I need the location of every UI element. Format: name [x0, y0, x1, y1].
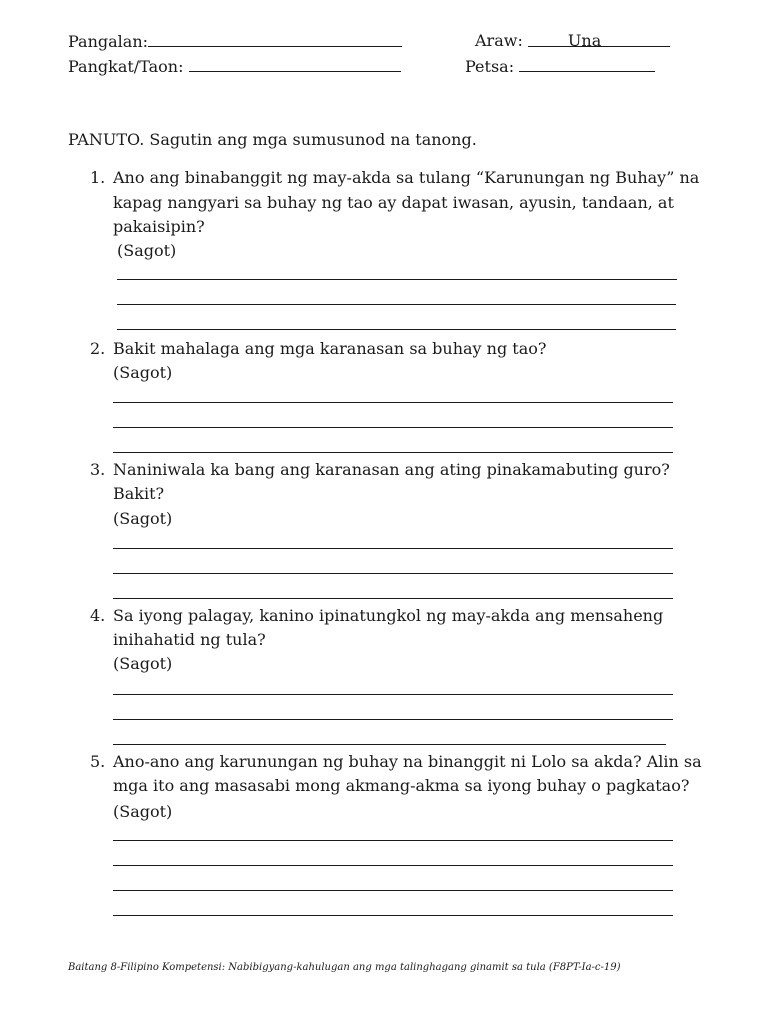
group-label: Pangkat/Taon: [68, 57, 184, 76]
answer-line[interactable] [113, 719, 673, 720]
answer-line[interactable] [113, 548, 673, 549]
answer-line[interactable] [113, 598, 673, 599]
answer-line[interactable] [113, 427, 673, 428]
question-number: 3. [90, 460, 106, 479]
answer-line[interactable] [113, 915, 673, 916]
answer-line[interactable] [113, 865, 673, 866]
answer-line[interactable] [113, 744, 666, 745]
day-value: Una [567, 31, 602, 50]
day-label: Araw: [475, 31, 523, 50]
answer-line[interactable] [117, 304, 676, 305]
question-3-line-2: Bakit? [113, 484, 165, 503]
name-row [68, 31, 402, 52]
answer-line[interactable] [113, 452, 673, 453]
answer-line[interactable] [113, 694, 673, 695]
question-5-line-1: Ano-ano ang karunungan ng buhay na binanggit ni Lolo sa akda? Alin sa [113, 752, 702, 771]
answer-line[interactable] [117, 279, 677, 280]
question-2-line-1: Bakit mahalaga ang mga karanasan sa buhay ng tao? [113, 339, 547, 358]
answer-label: (Sagot) [113, 509, 173, 528]
question-number: 5. [90, 752, 106, 771]
answer-line[interactable] [117, 329, 676, 330]
answer-line[interactable] [113, 890, 673, 891]
day-row [475, 31, 670, 51]
question-1-line-1: Ano ang binabanggit ng may-akda sa tulang “Karunungan ng Buhay” na [113, 168, 700, 187]
question-3-line-1: Naniniwala ka bang ang karanasan ang ating pinakamabuting guro? [113, 460, 670, 479]
name-label: Pangalan: [68, 32, 149, 51]
name-field[interactable] [148, 31, 402, 47]
answer-label: (Sagot) [117, 241, 177, 260]
question-1-line-3: pakaisipin? [113, 217, 205, 236]
footer-competency: Baitang 8-Filipino Kompetensi: Nabibigyang-kahulugan ang mga talinghagang ginamit sa tula (F8PT-Ia-c-19) [68, 962, 621, 973]
answer-label: (Sagot) [113, 363, 173, 382]
answer-line[interactable] [113, 840, 673, 841]
answer-label: (Sagot) [113, 654, 173, 673]
day-field[interactable] [528, 31, 670, 50]
group-row [68, 56, 401, 77]
answer-label: (Sagot) [113, 802, 173, 821]
answer-line[interactable] [113, 573, 673, 574]
group-field[interactable] [189, 56, 401, 72]
date-field[interactable] [519, 56, 655, 72]
date-row [465, 56, 655, 77]
question-1-line-2: kapag nangyari sa buhay ng tao ay dapat iwasan, ayusin, tandaan, at [113, 193, 674, 212]
answer-line[interactable] [113, 402, 673, 403]
date-label: Petsa: [465, 57, 515, 76]
question-number: 4. [90, 606, 106, 625]
question-4-line-1: Sa iyong palagay, kanino ipinatungkol ng may-akda ang mensaheng [113, 606, 664, 625]
question-number: 2. [90, 339, 106, 358]
question-5-line-2: mga ito ang masasabi mong akmang-akma sa iyong buhay o pagkatao? [113, 776, 690, 795]
instructions: PANUTO. Sagutin ang mga sumusunod na tanong. [68, 130, 477, 149]
question-number: 1. [90, 168, 106, 187]
question-4-line-2: inihahatid ng tula? [113, 630, 266, 649]
